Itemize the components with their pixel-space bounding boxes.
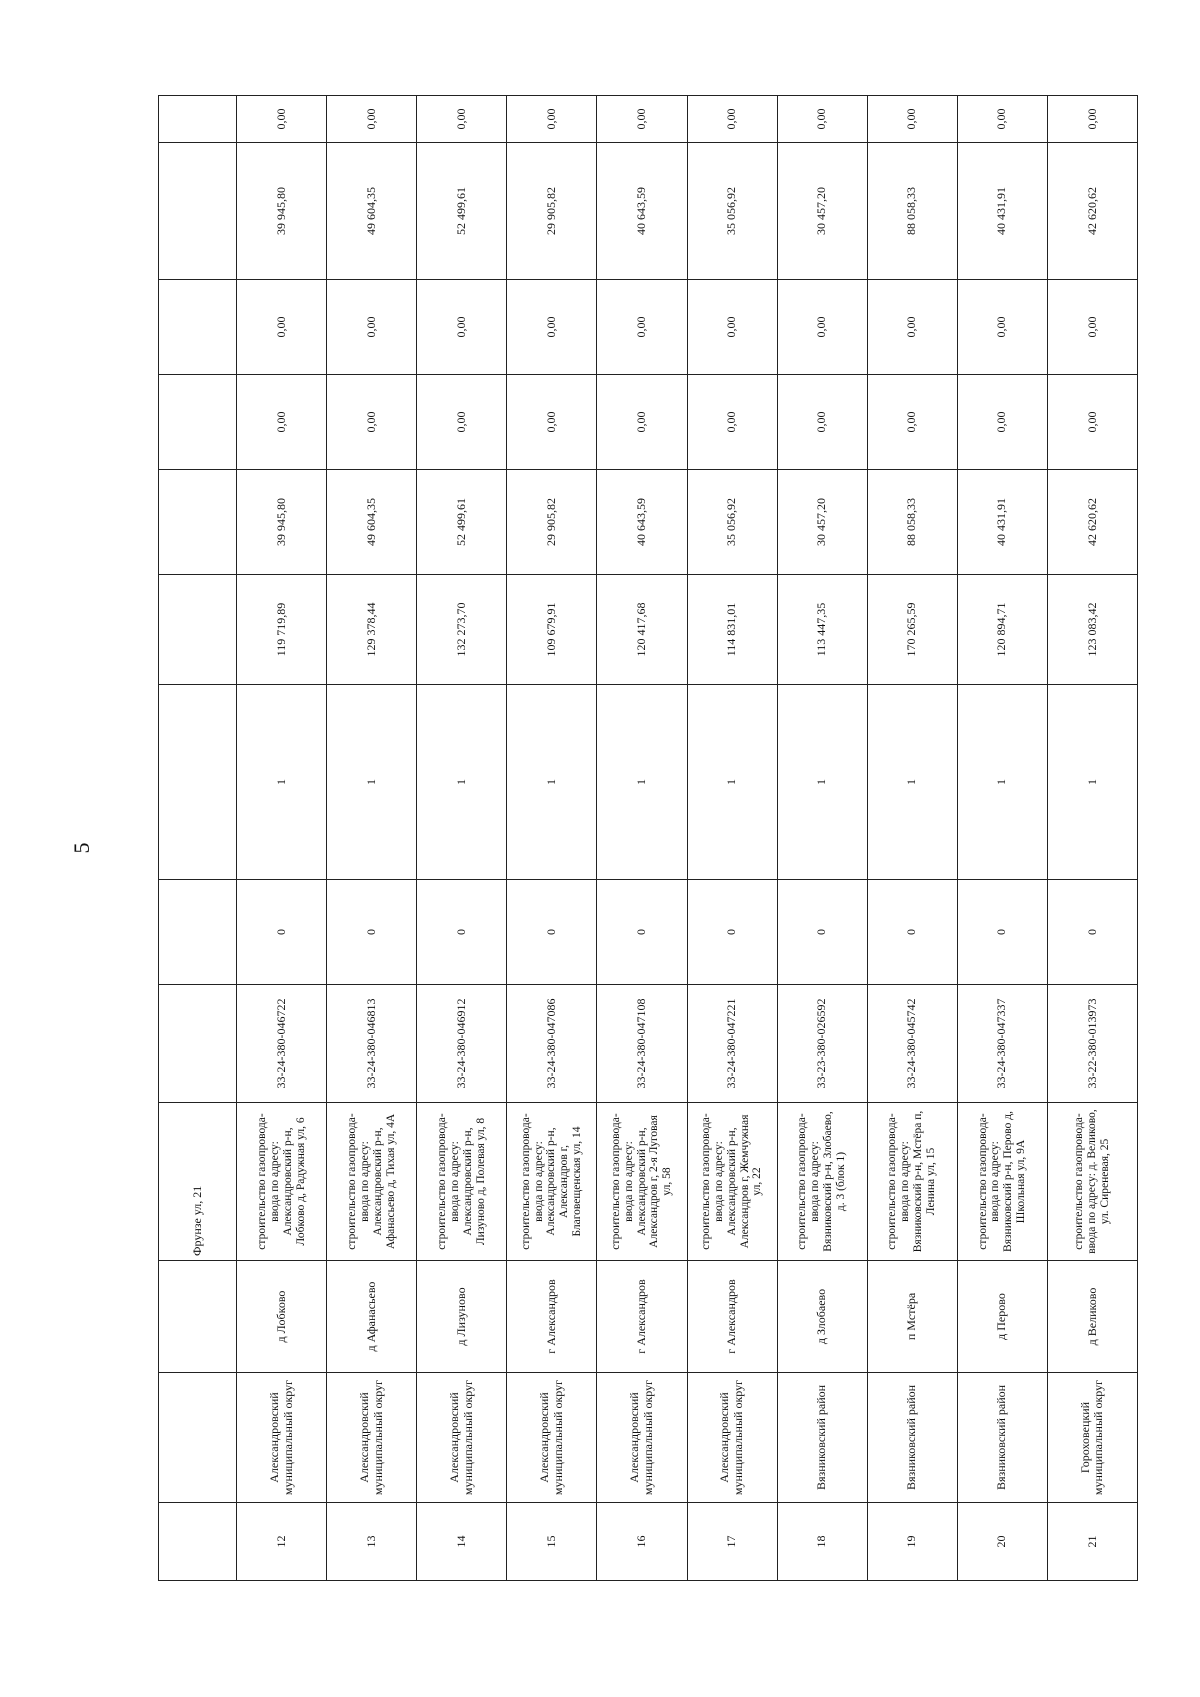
amount-zero-cell-3: 0,00 (237, 96, 327, 143)
quantity-cell: 1 (1047, 685, 1137, 880)
district-cell: Вязниковский район (867, 1373, 957, 1503)
quantity-cell: 1 (957, 685, 1047, 880)
total-cost-cell: 129 378,44 (327, 575, 417, 685)
total-cost-cell: 113 447,35 (777, 575, 867, 685)
cadastral-number-cell: 33-24-380-046912 (417, 985, 507, 1103)
amount-cell-2: 39 945,80 (237, 143, 327, 280)
amount-zero-cell-2: 0,00 (687, 280, 777, 375)
value-zero-cell: 0 (237, 880, 327, 985)
quantity-cell: 1 (507, 685, 597, 880)
object-name-cell: строительство газопровода-ввода по адресу: д. Великово, ул. Сиреневая, 25 (1047, 1103, 1137, 1261)
cadastral-number-cell: 33-24-380-047086 (507, 985, 597, 1103)
district-cell: Александровский муниципальный округ (687, 1373, 777, 1503)
object-name-cell: строительство газопровода-ввода по адресу: Александровский р-н, Афанасьево д, Тихая ул, 4А (327, 1103, 417, 1261)
amount-zero-cell: 0,00 (597, 375, 687, 470)
district-cell: Александровский муниципальный округ (417, 1373, 507, 1503)
amount-cell: 40 431,91 (957, 470, 1047, 575)
amount-zero-cell-2: 0,00 (327, 280, 417, 375)
row-number-cell: 16 (597, 1503, 687, 1581)
gasification-table (158, 95, 1138, 1581)
cadastral-number-cell: 33-22-380-013973 (1047, 985, 1137, 1103)
table-row (507, 96, 597, 1581)
amount-cell: 88 058,33 (867, 470, 957, 575)
district-cell: Гороховецкий муниципальный округ (1047, 1373, 1137, 1503)
value-zero-cell: 0 (1047, 880, 1137, 985)
amount-zero-cell-2: 0,00 (597, 280, 687, 375)
amount-zero-cell: 0,00 (1047, 375, 1137, 470)
locality-cell: д Великово (1047, 1261, 1137, 1373)
locality-cell: д Перово (957, 1261, 1047, 1373)
value-zero-cell: 0 (777, 880, 867, 985)
locality-cell: д Лобково (237, 1261, 327, 1373)
object-name-cell: строительство газопровода-ввода по адресу: Александровский р-н, Лизуново д, Полевая ул, 8 (417, 1103, 507, 1261)
quantity-cell: 1 (777, 685, 867, 880)
amount-zero-cell-3: 0,00 (507, 96, 597, 143)
district-cell: Александровский муниципальный округ (597, 1373, 687, 1503)
table-row (327, 96, 417, 1581)
amount-zero-cell: 0,00 (417, 375, 507, 470)
quantity-cell: 1 (237, 685, 327, 880)
amount-cell-2: 30 457,20 (777, 143, 867, 280)
locality-cell: д Лизуново (417, 1261, 507, 1373)
amount-zero-cell: 0,00 (777, 375, 867, 470)
amount-cell-2: 52 499,61 (417, 143, 507, 280)
locality-cell: г Александров (507, 1261, 597, 1373)
table-row-continuation (159, 96, 237, 1581)
table-row (777, 96, 867, 1581)
amount-zero-cell-3: 0,00 (597, 96, 687, 143)
locality-cell: г Александров (687, 1261, 777, 1373)
amount-cell-2: 29 905,82 (507, 143, 597, 280)
quantity-cell: 1 (327, 685, 417, 880)
locality-cell: д Афанасьево (327, 1261, 417, 1373)
amount-zero-cell-3: 0,00 (1047, 96, 1137, 143)
value-zero-cell: 0 (597, 880, 687, 985)
row-number-cell: 17 (687, 1503, 777, 1581)
object-name-cell: строительство газопровода-ввода по адресу: Вязниковский р-н, Злобаево, д. 3 (блок 1) (777, 1103, 867, 1261)
amount-zero-cell-3: 0,00 (327, 96, 417, 143)
row-number-cell: 21 (1047, 1503, 1137, 1581)
table-row (237, 96, 327, 1581)
total-cost-cell: 170 265,59 (867, 575, 957, 685)
amount-zero-cell-2: 0,00 (957, 280, 1047, 375)
table-body (159, 96, 1138, 1581)
amount-zero-cell-2: 0,00 (1047, 280, 1137, 375)
address-continuation: Фрунзе ул, 21 (159, 1103, 237, 1261)
quantity-cell: 1 (687, 685, 777, 880)
quantity-cell: 1 (597, 685, 687, 880)
row-number-cell: 12 (237, 1503, 327, 1581)
total-cost-cell: 119 719,89 (237, 575, 327, 685)
cadastral-number-cell: 33-24-380-046813 (327, 985, 417, 1103)
locality-cell: п Мстёра (867, 1261, 957, 1373)
table-row (957, 96, 1047, 1581)
amount-zero-cell: 0,00 (237, 375, 327, 470)
amount-zero-cell-3: 0,00 (417, 96, 507, 143)
district-cell: Александровский муниципальный округ (237, 1373, 327, 1503)
cadastral-number-cell: 33-24-380-045742 (867, 985, 957, 1103)
amount-zero-cell-2: 0,00 (867, 280, 957, 375)
object-name-cell: строительство газопровода-ввода по адресу: Вязниковский р-н, Мстёра п, Ленина ул, 15 (867, 1103, 957, 1261)
amount-zero-cell: 0,00 (507, 375, 597, 470)
amount-zero-cell: 0,00 (867, 375, 957, 470)
amount-cell: 30 457,20 (777, 470, 867, 575)
table-row (417, 96, 507, 1581)
object-name-cell: строительство газопровода-ввода по адресу: Александровский р-н, Лобково д, Радужная ул, 6 (237, 1103, 327, 1261)
total-cost-cell: 114 831,01 (687, 575, 777, 685)
object-name-cell: строительство газопровода-ввода по адресу: Александровский р-н, Александров г, Жемчужная ул, 22 (687, 1103, 777, 1261)
quantity-cell: 1 (867, 685, 957, 880)
amount-zero-cell-2: 0,00 (417, 280, 507, 375)
amount-zero-cell-3: 0,00 (777, 96, 867, 143)
quantity-cell: 1 (417, 685, 507, 880)
table-row (687, 96, 777, 1581)
amount-cell: 49 604,35 (327, 470, 417, 575)
total-cost-cell: 120 417,68 (597, 575, 687, 685)
value-zero-cell: 0 (417, 880, 507, 985)
amount-zero-cell: 0,00 (327, 375, 417, 470)
cadastral-number-cell: 33-24-380-047108 (597, 985, 687, 1103)
total-cost-cell: 123 083,42 (1047, 575, 1137, 685)
table-row (867, 96, 957, 1581)
amount-cell-2: 40 431,91 (957, 143, 1047, 280)
cadastral-number-cell: 33-24-380-047337 (957, 985, 1047, 1103)
district-cell: Александровский муниципальный округ (327, 1373, 417, 1503)
row-number-cell: 15 (507, 1503, 597, 1581)
value-zero-cell: 0 (507, 880, 597, 985)
amount-cell: 29 905,82 (507, 470, 597, 575)
amount-zero-cell-3: 0,00 (687, 96, 777, 143)
row-number-cell: 19 (867, 1503, 957, 1581)
table-row (1047, 96, 1137, 1581)
amount-cell: 35 056,92 (687, 470, 777, 575)
amount-cell: 40 643,59 (597, 470, 687, 575)
amount-cell-2: 35 056,92 (687, 143, 777, 280)
amount-cell-2: 40 643,59 (597, 143, 687, 280)
row-number-cell: 18 (777, 1503, 867, 1581)
amount-cell: 42 620,62 (1047, 470, 1137, 575)
row-number-cell: 14 (417, 1503, 507, 1581)
row-number-cell: 20 (957, 1503, 1047, 1581)
amount-zero-cell-3: 0,00 (867, 96, 957, 143)
amount-zero-cell-2: 0,00 (237, 280, 327, 375)
amount-cell: 39 945,80 (237, 470, 327, 575)
amount-cell: 52 499,61 (417, 470, 507, 575)
total-cost-cell: 120 894,71 (957, 575, 1047, 685)
cadastral-number-cell: 33-24-380-047221 (687, 985, 777, 1103)
district-cell: Вязниковский район (957, 1373, 1047, 1503)
object-name-cell: строительство газопровода-ввода по адресу: Александровский р-н, Александров г, Благовещенская ул, 14 (507, 1103, 597, 1261)
value-zero-cell: 0 (867, 880, 957, 985)
amount-cell-2: 42 620,62 (1047, 143, 1137, 280)
object-name-cell: строительство газопровода-ввода по адресу: Вязниковский р-н, Перово д, Школьная ул, 9А (957, 1103, 1047, 1261)
page-number: 5 (69, 842, 94, 854)
amount-zero-cell-3: 0,00 (957, 96, 1047, 143)
value-zero-cell: 0 (957, 880, 1047, 985)
amount-zero-cell: 0,00 (687, 375, 777, 470)
row-number-cell: 13 (327, 1503, 417, 1581)
locality-cell: д Злобаево (777, 1261, 867, 1373)
district-cell: Александровский муниципальный округ (507, 1373, 597, 1503)
value-zero-cell: 0 (687, 880, 777, 985)
rotated-table-container (158, 96, 1138, 1581)
amount-zero-cell: 0,00 (957, 375, 1047, 470)
locality-cell: г Александров (597, 1261, 687, 1373)
value-zero-cell: 0 (327, 880, 417, 985)
total-cost-cell: 132 273,70 (417, 575, 507, 685)
cadastral-number-cell: 33-24-380-046722 (237, 985, 327, 1103)
amount-cell-2: 49 604,35 (327, 143, 417, 280)
total-cost-cell: 109 679,91 (507, 575, 597, 685)
object-name-cell: строительство газопровода-ввода по адресу: Александровский р-н, Александров г, 2-я Луговая ул, 58 (597, 1103, 687, 1261)
cadastral-number-cell: 33-23-380-026592 (777, 985, 867, 1103)
amount-zero-cell-2: 0,00 (777, 280, 867, 375)
amount-cell-2: 88 058,33 (867, 143, 957, 280)
table-row (597, 96, 687, 1581)
district-cell: Вязниковский район (777, 1373, 867, 1503)
amount-zero-cell-2: 0,00 (507, 280, 597, 375)
